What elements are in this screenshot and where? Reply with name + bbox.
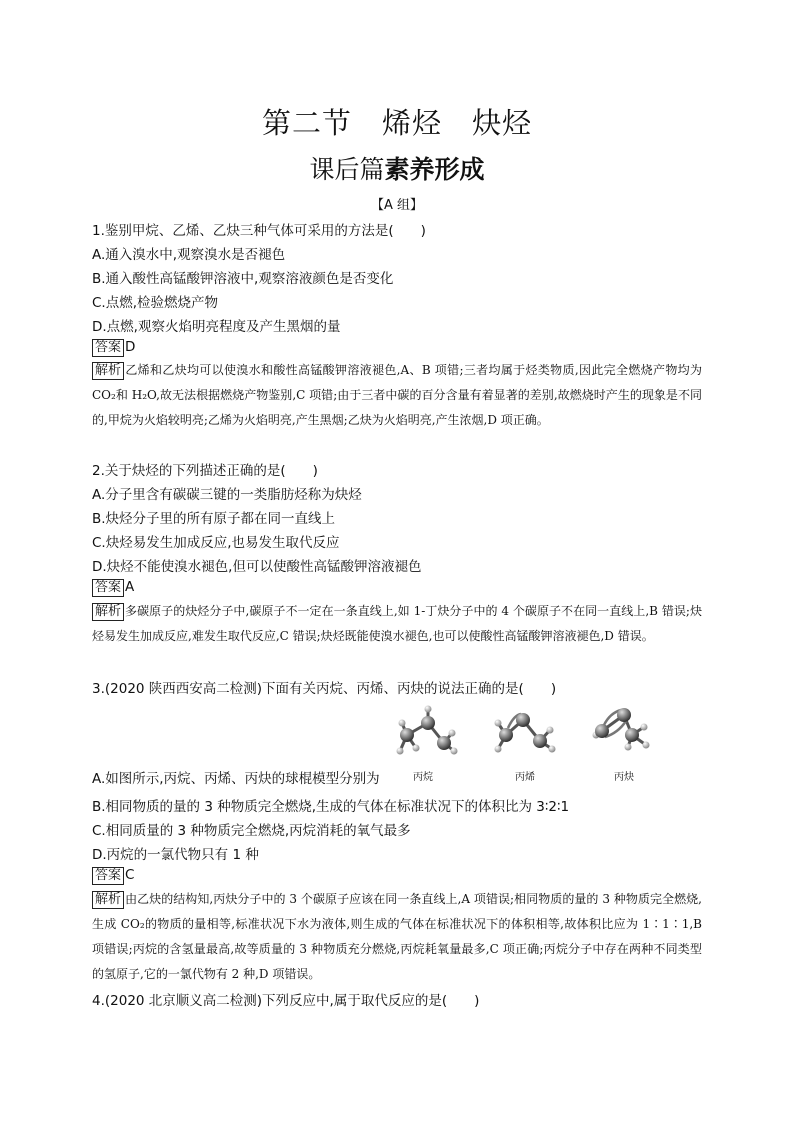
answer-tag: 答案 xyxy=(92,339,124,357)
q3-answer-value: C xyxy=(125,867,135,883)
q2-stem: 2.关于炔烃的下列描述正确的是( ) xyxy=(92,463,318,479)
analysis-tag: 解析 xyxy=(92,603,124,621)
model-label-propyne: 丙炔 xyxy=(614,772,634,783)
title-part-3: 炔烃 xyxy=(472,106,533,140)
analysis-tag: 解析 xyxy=(92,891,124,909)
propyne-model-image xyxy=(588,703,658,763)
q3-stem: 3.(2020 陕西西安高二检测)下面有关丙烷、丙烯、丙炔的说法正确的是( ) xyxy=(92,681,557,697)
q2-analysis xyxy=(92,599,702,649)
title-part-1: 第二节 xyxy=(261,106,352,140)
q2-option-c: C.炔烃易发生加成反应,也易发生取代反应 xyxy=(92,535,340,551)
q3-analysis-text: 由乙炔的结构知,丙炔分子中的 3 个碳原子应该在同一条直线上,A 项错误;相同物质的量的 3 种物质完全燃烧,生成 CO₂的物质的量相等,标准状况下水为液体,则生成的气体在标准状况下的体积相等,故体积比应为 1∶1∶1,B 项错误;丙烷的含氢量最高,故等质量的 3 种物质充分燃烧,丙烷耗氧量最多,C 项正确;丙烷分子中存在两种不同类型的氢原子,它的一氯代物有 2 种,D 项错误。 xyxy=(92,892,702,981)
q3-option-c: C.相同质量的 3 种物质完全燃烧,丙烷消耗的氧气最多 xyxy=(92,823,411,839)
page-subtitle xyxy=(0,150,794,186)
q1-answer xyxy=(92,339,135,357)
q2-option-d: D.炔烃不能使溴水褪色,但可以使酸性高锰酸钾溶液褪色 xyxy=(92,559,422,575)
propane-model-image xyxy=(392,703,462,763)
group-label: 【A 组】 xyxy=(370,198,424,213)
subtitle-bold: 素养形成 xyxy=(384,155,485,184)
answer-tag: 答案 xyxy=(92,867,124,885)
q1-answer-value: D xyxy=(125,339,136,355)
answer-tag: 答案 xyxy=(92,579,124,597)
q2-option-b: B.炔烃分子里的所有原子都在同一直线上 xyxy=(92,511,336,527)
propene-model-image xyxy=(490,703,560,763)
q1-stem: 1.鉴别甲烷、乙烯、乙炔三种气体可采用的方法是( ) xyxy=(92,223,426,239)
model-label-propene: 丙烯 xyxy=(515,772,535,783)
q3-analysis xyxy=(92,887,702,987)
q1-option-b: B.通入酸性高锰酸钾溶液中,观察溶液颜色是否变化 xyxy=(92,271,394,287)
q1-option-c: C.点燃,检验燃烧产物 xyxy=(92,295,219,311)
q3-answer xyxy=(92,867,134,885)
q3-option-a: A.如图所示,丙烷、丙烯、丙炔的球棍模型分别为 xyxy=(92,771,380,787)
q2-analysis-text: 多碳原子的炔烃分子中,碳原子不一定在一条直线上,如 1-丁炔分子中的 4 个碳原子不在同一直线上,B 错误;炔烃易发生加成反应,难发生取代反应,C 错误;炔烃既能使溴水褪色,也可以使酸性高锰酸钾溶液褪色,D 错误。 xyxy=(92,604,702,643)
q1-analysis xyxy=(92,358,702,433)
q1-option-a: A.通入溴水中,观察溴水是否褪色 xyxy=(92,247,286,263)
q1-analysis-text: 乙烯和乙炔均可以使溴水和酸性高锰酸钾溶液褪色,A、B 项错;三者均属于烃类物质,因此完全燃烧产物均为 CO₂和 H₂O,故无法根据燃烧产物鉴别,C 项错;由于三者中碳的百分含量有着显著的差别,故燃烧时产生的现象是不同的,甲烷为火焰较明亮;乙烯为火焰明亮,产生黑烟;乙炔为火焰明亮,产生浓烟,D 项正确。 xyxy=(92,363,702,427)
subtitle-light: 课后篇 xyxy=(309,155,385,184)
analysis-tag: 解析 xyxy=(92,362,124,380)
section-title xyxy=(0,101,794,142)
title-part-2: 烯烃 xyxy=(381,106,442,140)
model-label-propane: 丙烷 xyxy=(413,772,433,783)
q1-option-d: D.点燃,观察火焰明亮程度及产生黑烟的量 xyxy=(92,319,341,335)
q3-option-b: B.相同物质的量的 3 种物质完全燃烧,生成的气体在标准状况下的体积比为 3∶2∶1 xyxy=(92,799,570,815)
q4-stem: 4.(2020 北京顺义高二检测)下列反应中,属于取代反应的是( ) xyxy=(92,993,480,1009)
q3-option-d: D.丙烷的一氯代物只有 1 种 xyxy=(92,847,259,863)
q2-answer xyxy=(92,579,134,597)
q2-option-a: A.分子里含有碳碳三键的一类脂肪烃称为炔烃 xyxy=(92,487,362,503)
q2-answer-value: A xyxy=(125,579,135,595)
